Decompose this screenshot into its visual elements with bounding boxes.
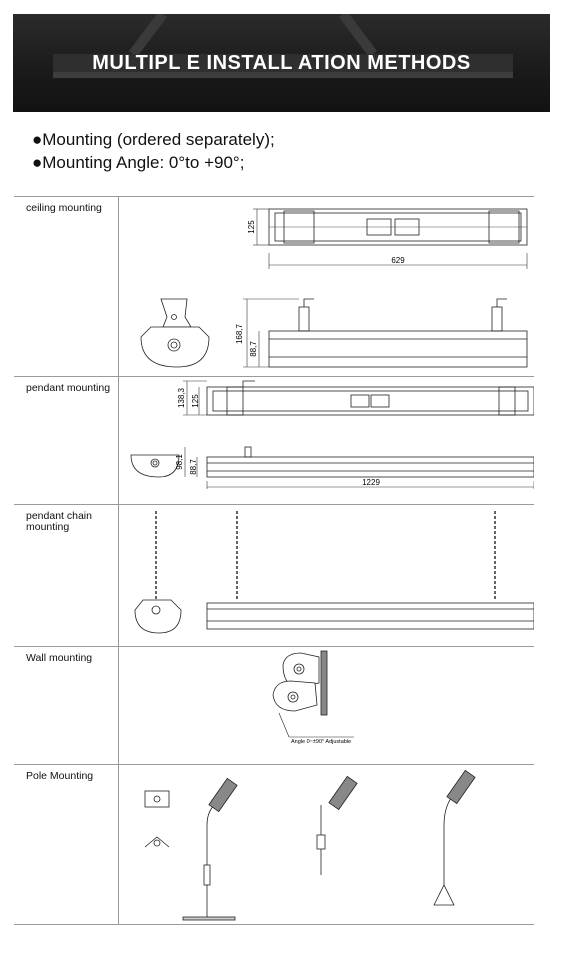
row-label: pendant mounting <box>26 382 111 394</box>
row-ceiling-mounting <box>14 196 534 377</box>
row-pendant-mounting <box>14 376 534 505</box>
pole-mounting-drawing <box>119 765 534 925</box>
pole-type-1 <box>183 778 237 920</box>
row-pendant-chain-mounting <box>14 504 534 647</box>
wall-mounting-drawing <box>119 647 534 765</box>
row-label: ceiling mounting <box>26 202 102 214</box>
wall-angle-note: Angle 0~±90° Adjustable <box>291 739 352 745</box>
row-label: Pole Mounting <box>26 770 94 782</box>
dim-ceiling-side-body: 88,7 <box>249 341 258 357</box>
dim-pendant-total: 138,3 <box>177 387 186 409</box>
pendant-side-view <box>207 447 534 477</box>
dim-pendant-side-body: 88,7 <box>189 459 198 475</box>
ceiling-mounting-drawing <box>119 197 534 377</box>
ceiling-top-view <box>269 209 527 245</box>
ceiling-side-view <box>269 299 527 367</box>
row-pole-mounting <box>14 764 534 925</box>
pole-type-3 <box>434 770 475 905</box>
page-title: MULTIPL E INSTALL ATION METHODS <box>92 52 471 74</box>
pendant-mounting-drawing <box>119 377 534 505</box>
bullet-angle: ●Mounting Angle: 0°to +90°; <box>32 153 245 172</box>
wall-bracket-illustration <box>273 651 327 715</box>
pendant-end-view <box>131 455 179 477</box>
dim-pendant-length: 1229 <box>362 478 380 487</box>
row-label: Wall mounting <box>26 652 93 664</box>
dim-ceiling-side-total: 168,7 <box>235 323 244 345</box>
dim-ceiling-length: 629 <box>391 256 405 265</box>
header-banner <box>13 14 550 112</box>
dim-pendant-side-total: 98,1 <box>175 454 184 470</box>
dim-pendant-body: 125 <box>191 394 200 408</box>
pendant-top-view <box>207 381 534 415</box>
pole-type-2 <box>317 776 357 875</box>
feature-list <box>32 128 275 174</box>
chain-end-view <box>135 511 181 633</box>
chain-side-view <box>207 511 534 629</box>
row-label: pendant chain mounting <box>26 510 92 533</box>
table-bottom-border <box>14 924 534 925</box>
pendant-chain-drawing <box>119 505 534 647</box>
dim-ceiling-height: 125 <box>247 220 256 234</box>
bullet-mounting: ●Mounting (ordered separately); <box>32 130 275 149</box>
ceiling-end-view <box>141 299 209 367</box>
row-wall-mounting <box>14 646 534 765</box>
pole-clamp-detail <box>145 791 169 847</box>
